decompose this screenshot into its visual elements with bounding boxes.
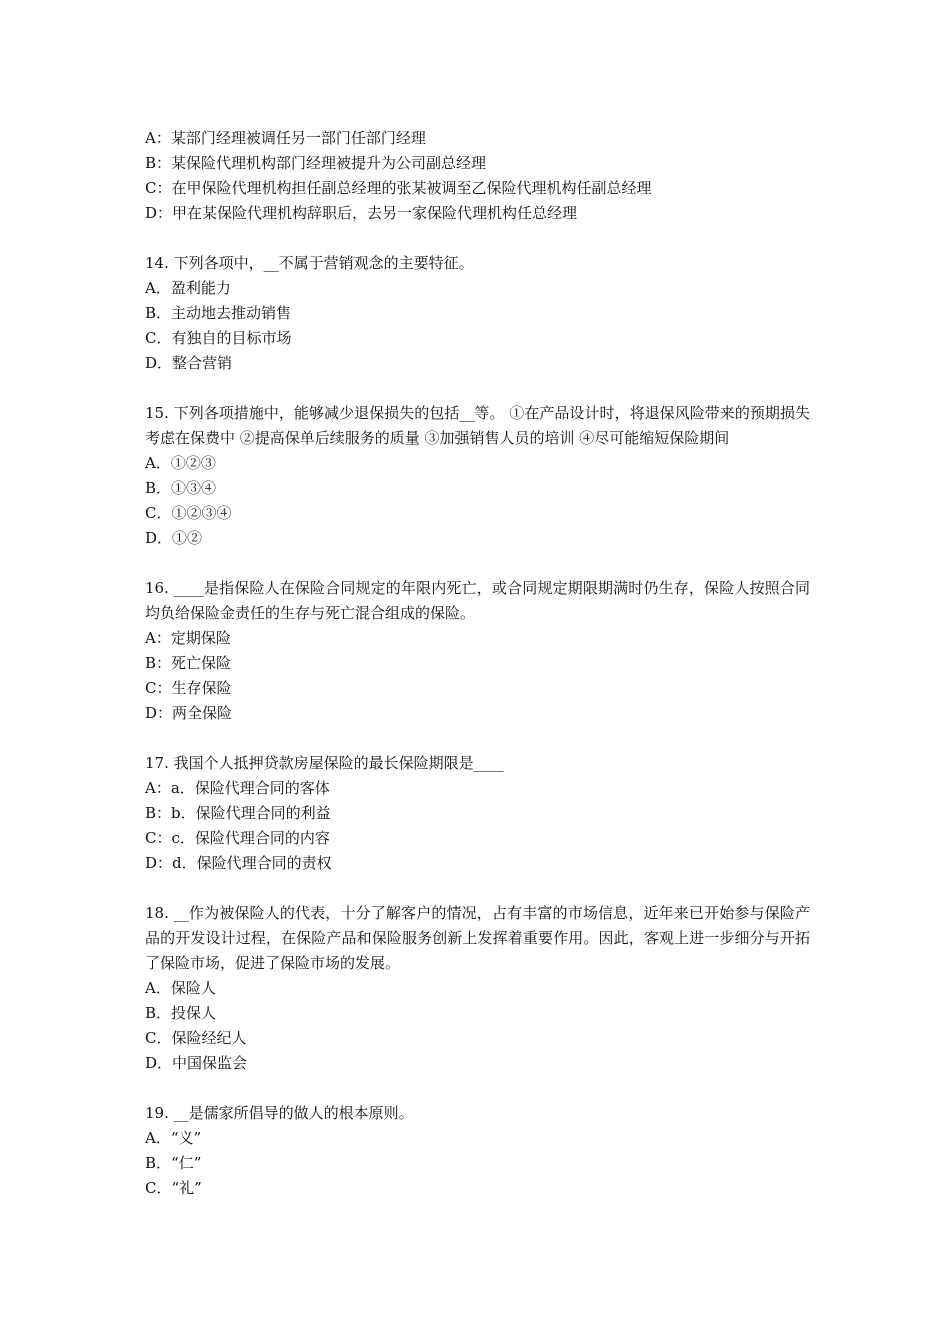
option-c: C．“礼” — [145, 1179, 202, 1197]
option-d: D：d．保险代理合同的责权 — [145, 854, 332, 872]
option-b: B：某保险代理机构部门经理被提升为公司副总经理 — [145, 154, 487, 172]
option-d: D．中国保监会 — [145, 1054, 248, 1072]
option-c: C：在甲保险代理机构担任副总经理的张某被调至乙保险代理机构任副总经理 — [145, 179, 652, 197]
question-17 — [145, 751, 810, 876]
option-c: C．保险经纪人 — [145, 1029, 247, 1047]
option-a: A．保险人 — [145, 979, 216, 997]
question-19 — [145, 1101, 810, 1201]
option-c: C：c．保险代理合同的内容 — [145, 829, 330, 847]
option-a: A．“义” — [145, 1129, 202, 1147]
option-a: A．①②③ — [145, 454, 216, 472]
option-a: A：某部门经理被调任另一部门任部门经理 — [145, 129, 426, 147]
question-stem: 14. 下列各项中，__不属于营销观念的主要特征。 — [145, 254, 474, 272]
option-a: A：a．保险代理合同的客体 — [145, 779, 330, 797]
option-a: A．盈利能力 — [145, 279, 231, 297]
question-stem: 16. ____是指保险人在保险合同规定的年限内死亡，或合同规定期限期满时仍生存，保险人按照合同均负给保险金责任的生存与死亡混合组成的保险。 — [145, 579, 810, 622]
option-d: D．整合营销 — [145, 354, 233, 372]
option-b: B．主动地去推动销售 — [145, 304, 292, 322]
option-b: B．投保人 — [145, 1004, 217, 1022]
option-a: A：定期保险 — [145, 629, 231, 647]
option-c: C．①②③④ — [145, 504, 232, 522]
option-c: C：生存保险 — [145, 679, 232, 697]
question-stem: 15. 下列各项措施中，能够减少退保损失的包括__等。 ①在产品设计时，将退保风险带来的预期损失考虑在保费中 ②提高保单后续服务的质量 ③加强销售人员的培训 ④尽可能缩短保险期间 — [145, 404, 810, 447]
question-stem: 18. __作为被保险人的代表，十分了解客户的情况，占有丰富的市场信息，近年来已开始参与保险产品的开发设计过程，在保险产品和保险服务创新上发挥着重要作用。因此，客观上进一步细分与开拓了保险市场，促进了保险市场的发展。 — [145, 904, 810, 972]
question-stem: 19. __是儒家所倡导的做人的根本原则。 — [145, 1104, 414, 1122]
question-14 — [145, 251, 810, 376]
option-d: D：两全保险 — [145, 704, 233, 722]
option-c: C．有独自的目标市场 — [145, 329, 292, 347]
question-18 — [145, 901, 810, 1076]
option-b: B：b．保险代理合同的利益 — [145, 804, 331, 822]
option-d: D．①② — [145, 529, 203, 547]
option-b: B：死亡保险 — [145, 654, 232, 672]
previous-question-options — [145, 126, 810, 226]
question-16 — [145, 576, 810, 726]
question-stem: 17. 我国个人抵押贷款房屋保险的最长保险期限是____ — [145, 754, 504, 772]
question-15 — [145, 401, 810, 551]
option-b: B．①③④ — [145, 479, 217, 497]
option-d: D：甲在某保险代理机构辞职后，去另一家保险代理机构任总经理 — [145, 204, 578, 222]
option-b: B．“仁” — [145, 1154, 202, 1172]
